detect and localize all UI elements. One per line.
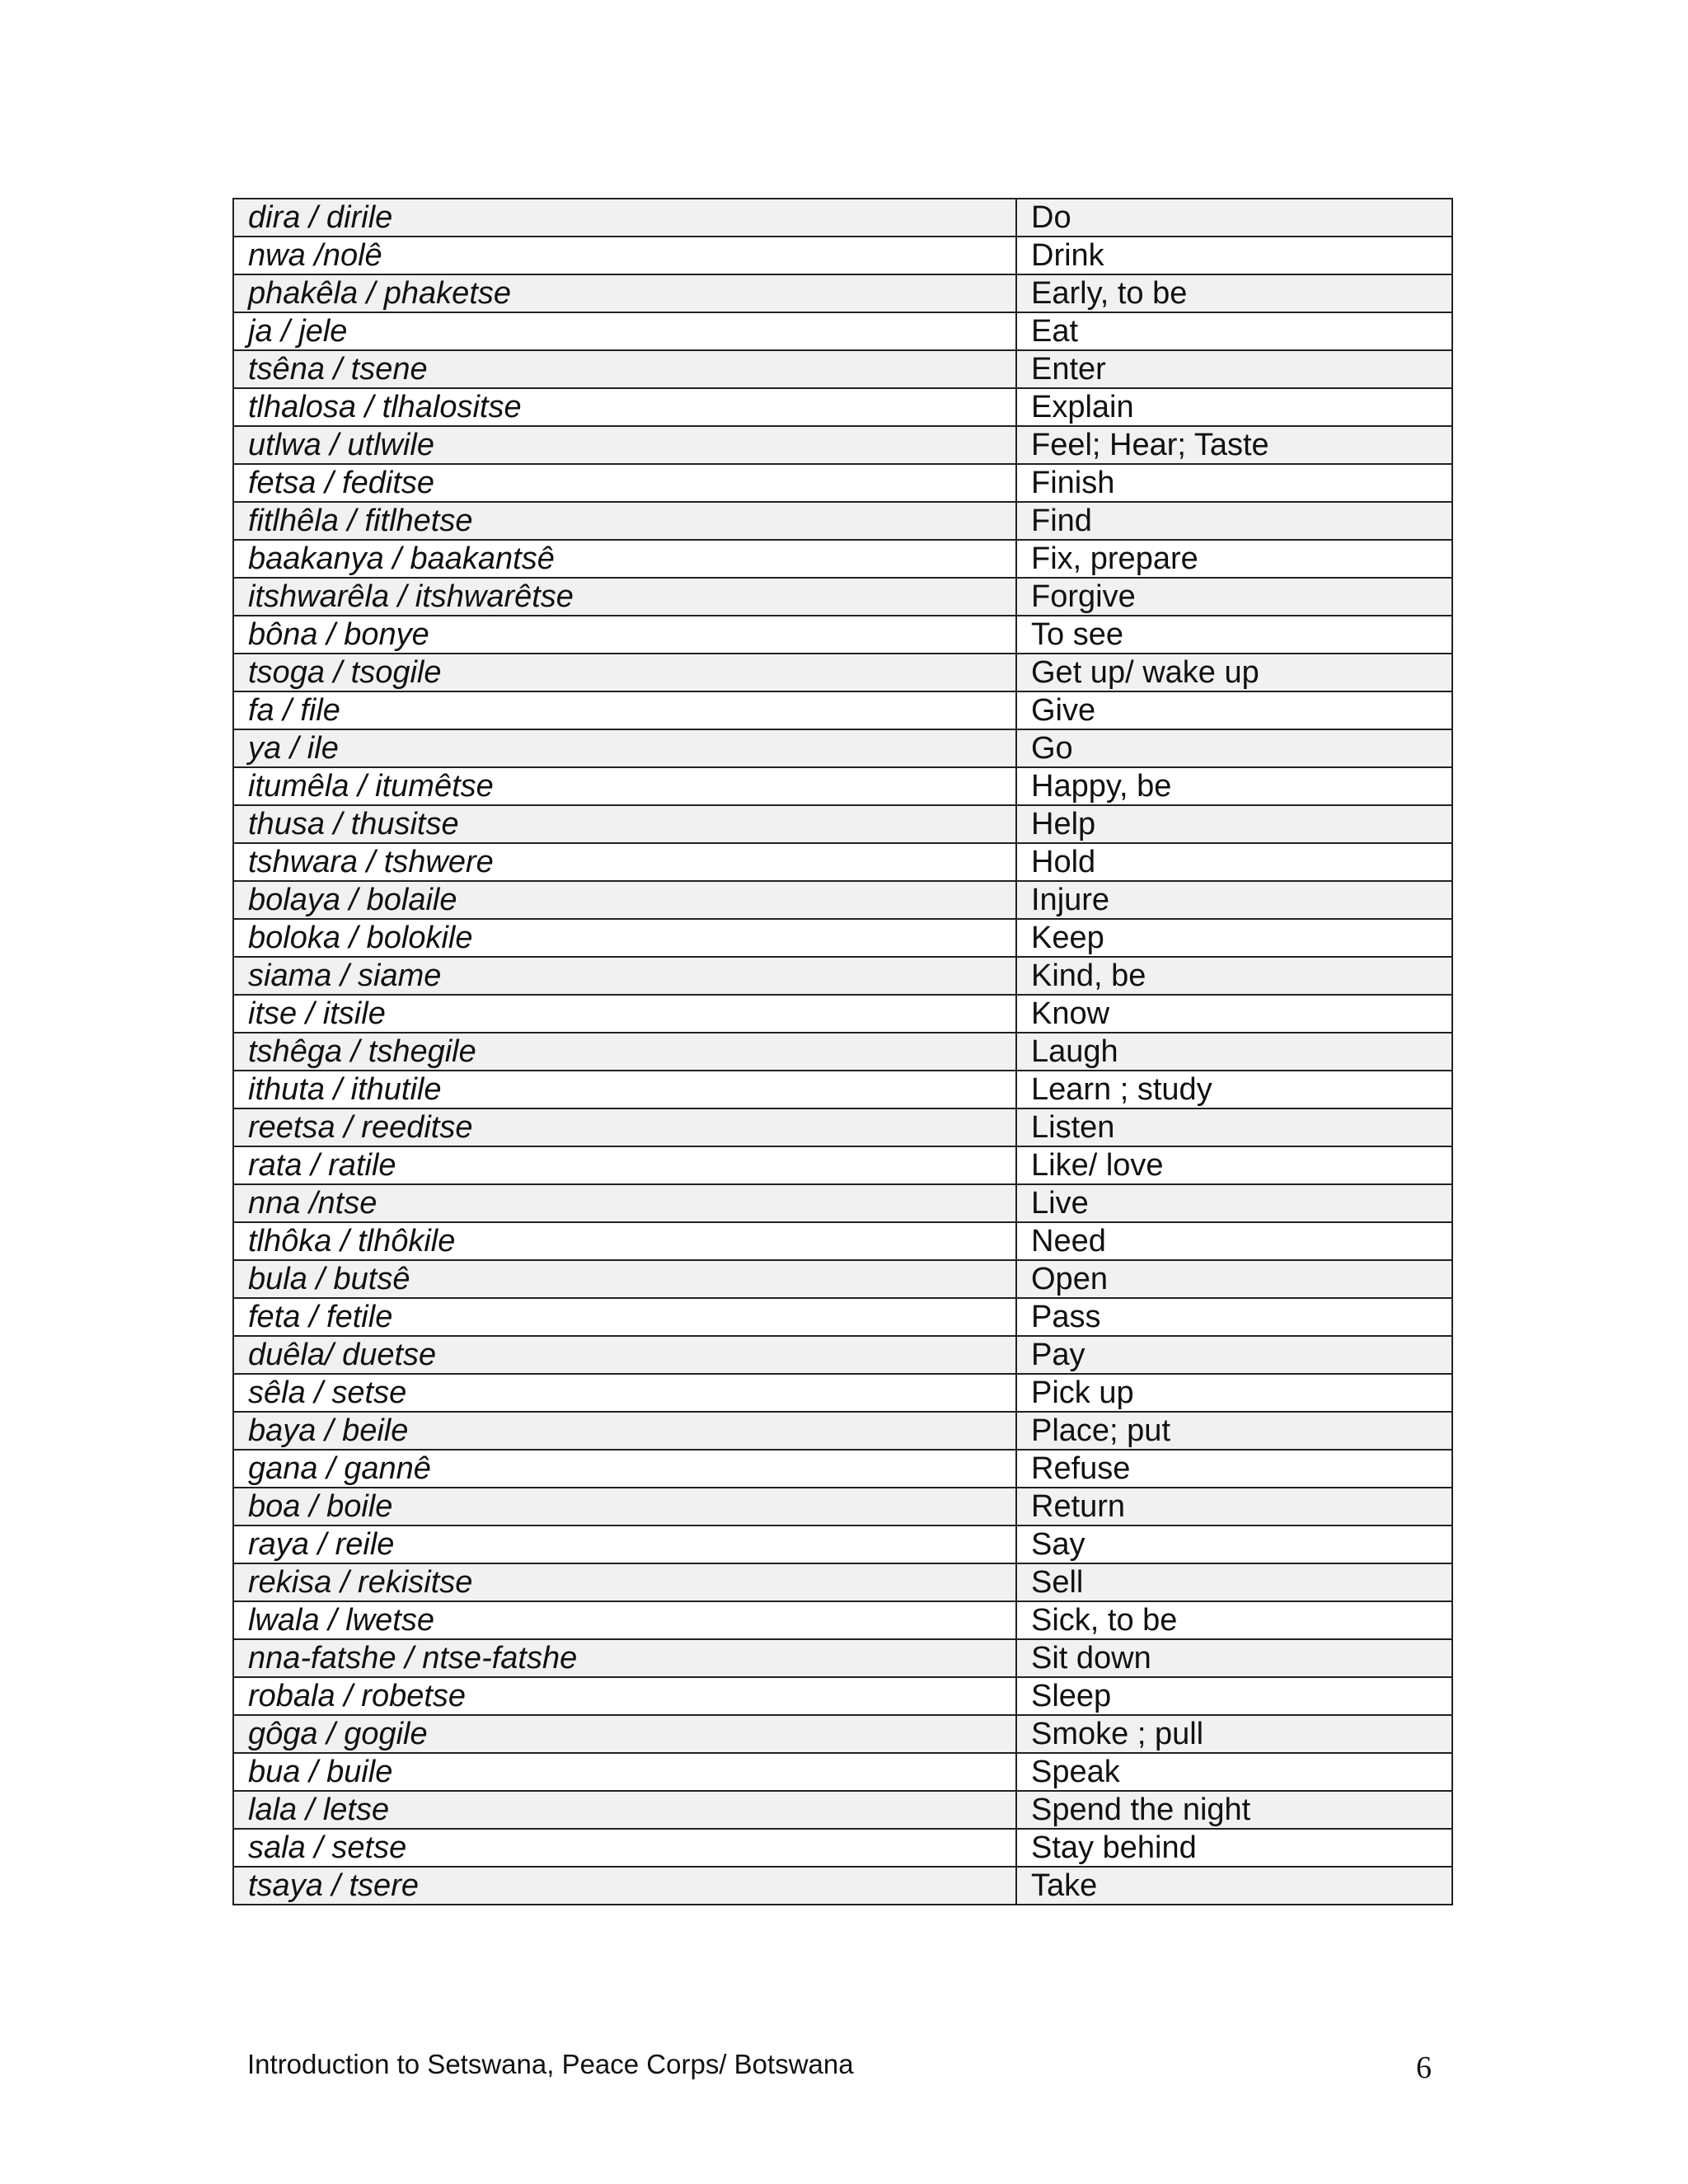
table-row [233,199,1452,237]
setswana-verb-cell: lwala / lwetse [233,1601,1016,1639]
english-meaning-cell: Go [1016,729,1452,767]
english-meaning-cell: Pass [1016,1298,1452,1336]
table-row [233,805,1452,843]
english-meaning-cell: Eat [1016,312,1452,350]
table-row [233,1146,1452,1184]
setswana-verb-cell: dira / dirile [233,199,1016,237]
table-row [233,1488,1452,1526]
table-row [233,502,1452,540]
table-row [233,1450,1452,1488]
vocabulary-table-body [233,199,1452,1905]
setswana-verb-cell: duêla/ duetse [233,1336,1016,1374]
english-meaning-cell: Drink [1016,237,1452,274]
setswana-verb-cell: bolaya / bolaile [233,881,1016,919]
setswana-verb-cell: tsêna / tsene [233,350,1016,388]
table-row [233,616,1452,654]
english-meaning-cell: Finish [1016,464,1452,502]
english-meaning-cell: Place; put [1016,1412,1452,1450]
table-row [233,350,1452,388]
setswana-verb-cell: fitlhêla / fitlhetse [233,502,1016,540]
table-row [233,957,1452,995]
setswana-verb-cell: tsaya / tsere [233,1867,1016,1905]
page-number: 6 [1416,2050,1432,2085]
table-row [233,881,1452,919]
setswana-verb-cell: fetsa / feditse [233,464,1016,502]
setswana-verb-cell: sala / setse [233,1829,1016,1867]
setswana-verb-cell: baakanya / baakantsê [233,540,1016,578]
setswana-verb-cell: tlhalosa / tlhalositse [233,388,1016,426]
english-meaning-cell: Help [1016,805,1452,843]
setswana-verb-cell: fa / file [233,691,1016,729]
setswana-verb-cell: lala / letse [233,1791,1016,1829]
english-meaning-cell: Pay [1016,1336,1452,1374]
vocabulary-table [232,198,1453,1905]
setswana-verb-cell: nwa /nolê [233,237,1016,274]
table-row [233,1033,1452,1071]
table-row [233,1715,1452,1753]
english-meaning-cell: Smoke ; pull [1016,1715,1452,1753]
table-row [233,1222,1452,1260]
english-meaning-cell: Happy, be [1016,767,1452,805]
table-row [233,1791,1452,1829]
setswana-verb-cell: raya / reile [233,1526,1016,1563]
table-row [233,1071,1452,1108]
table-row [233,1753,1452,1791]
setswana-verb-cell: itumêla / itumêtse [233,767,1016,805]
english-meaning-cell: Need [1016,1222,1452,1260]
table-row [233,312,1452,350]
table-row [233,1298,1452,1336]
table-row [233,1412,1452,1450]
setswana-verb-cell: tshwara / tshwere [233,843,1016,881]
english-meaning-cell: Listen [1016,1108,1452,1146]
english-meaning-cell: Injure [1016,881,1452,919]
setswana-verb-cell: itshwarêla / itshwarêtse [233,578,1016,616]
table-row [233,767,1452,805]
english-meaning-cell: To see [1016,616,1452,654]
table-row [233,388,1452,426]
table-row [233,729,1452,767]
english-meaning-cell: Hold [1016,843,1452,881]
table-row [233,1336,1452,1374]
setswana-verb-cell: robala / robetse [233,1677,1016,1715]
table-row [233,464,1452,502]
setswana-verb-cell: sêla / setse [233,1374,1016,1412]
table-row [233,1677,1452,1715]
setswana-verb-cell: bua / buile [233,1753,1016,1791]
setswana-verb-cell: bula / butsê [233,1260,1016,1298]
table-row [233,1829,1452,1867]
setswana-verb-cell: bôna / bonye [233,616,1016,654]
english-meaning-cell: Fix, prepare [1016,540,1452,578]
english-meaning-cell: Forgive [1016,578,1452,616]
setswana-verb-cell: reetsa / reeditse [233,1108,1016,1146]
english-meaning-cell: Sleep [1016,1677,1452,1715]
english-meaning-cell: Know [1016,995,1452,1033]
english-meaning-cell: Kind, be [1016,957,1452,995]
english-meaning-cell: Live [1016,1184,1452,1222]
english-meaning-cell: Say [1016,1526,1452,1563]
english-meaning-cell: Sick, to be [1016,1601,1452,1639]
english-meaning-cell: Do [1016,199,1452,237]
setswana-verb-cell: utlwa / utlwile [233,426,1016,464]
setswana-verb-cell: phakêla / phaketse [233,274,1016,312]
footer-title: Introduction to Setswana, Peace Corps/ Botswana [247,2049,854,2079]
setswana-verb-cell: ya / ile [233,729,1016,767]
table-row [233,426,1452,464]
setswana-verb-cell: boloka / bolokile [233,919,1016,957]
setswana-verb-cell: tlhôka / tlhôkile [233,1222,1016,1260]
english-meaning-cell: Speak [1016,1753,1452,1791]
setswana-verb-cell: ja / jele [233,312,1016,350]
setswana-verb-cell: nna /ntse [233,1184,1016,1222]
english-meaning-cell: Spend the night [1016,1791,1452,1829]
table-row [233,843,1452,881]
setswana-verb-cell: baya / beile [233,1412,1016,1450]
setswana-verb-cell: feta / fetile [233,1298,1016,1336]
english-meaning-cell: Laugh [1016,1033,1452,1071]
setswana-verb-cell: ithuta / ithutile [233,1071,1016,1108]
english-meaning-cell: Refuse [1016,1450,1452,1488]
table-row [233,274,1452,312]
table-row [233,919,1452,957]
table-row [233,654,1452,691]
table-row [233,1526,1452,1563]
table-row [233,237,1452,274]
table-row [233,1601,1452,1639]
setswana-verb-cell: tshêga / tshegile [233,1033,1016,1071]
english-meaning-cell: Find [1016,502,1452,540]
setswana-verb-cell: itse / itsile [233,995,1016,1033]
table-row [233,1639,1452,1677]
setswana-verb-cell: thusa / thusitse [233,805,1016,843]
setswana-verb-cell: gôga / gogile [233,1715,1016,1753]
table-row [233,578,1452,616]
english-meaning-cell: Stay behind [1016,1829,1452,1867]
setswana-verb-cell: rata / ratile [233,1146,1016,1184]
table-row [233,1260,1452,1298]
setswana-verb-cell: rekisa / rekisitse [233,1563,1016,1601]
english-meaning-cell: Sell [1016,1563,1452,1601]
table-row [233,1374,1452,1412]
english-meaning-cell: Keep [1016,919,1452,957]
table-row [233,1867,1452,1905]
english-meaning-cell: Sit down [1016,1639,1452,1677]
english-meaning-cell: Like/ love [1016,1146,1452,1184]
setswana-verb-cell: nna-fatshe / ntse-fatshe [233,1639,1016,1677]
table-row [233,540,1452,578]
english-meaning-cell: Give [1016,691,1452,729]
table-row [233,1184,1452,1222]
table-row [233,1108,1452,1146]
table-row [233,995,1452,1033]
english-meaning-cell: Take [1016,1867,1452,1905]
setswana-verb-cell: boa / boile [233,1488,1016,1526]
english-meaning-cell: Explain [1016,388,1452,426]
english-meaning-cell: Learn ; study [1016,1071,1452,1108]
english-meaning-cell: Get up/ wake up [1016,654,1452,691]
setswana-verb-cell: siama / siame [233,957,1016,995]
english-meaning-cell: Enter [1016,350,1452,388]
table-row [233,1563,1452,1601]
english-meaning-cell: Feel; Hear; Taste [1016,426,1452,464]
english-meaning-cell: Open [1016,1260,1452,1298]
table-row [233,691,1452,729]
english-meaning-cell: Early, to be [1016,274,1452,312]
setswana-verb-cell: tsoga / tsogile [233,654,1016,691]
english-meaning-cell: Return [1016,1488,1452,1526]
english-meaning-cell: Pick up [1016,1374,1452,1412]
setswana-verb-cell: gana / gannê [233,1450,1016,1488]
